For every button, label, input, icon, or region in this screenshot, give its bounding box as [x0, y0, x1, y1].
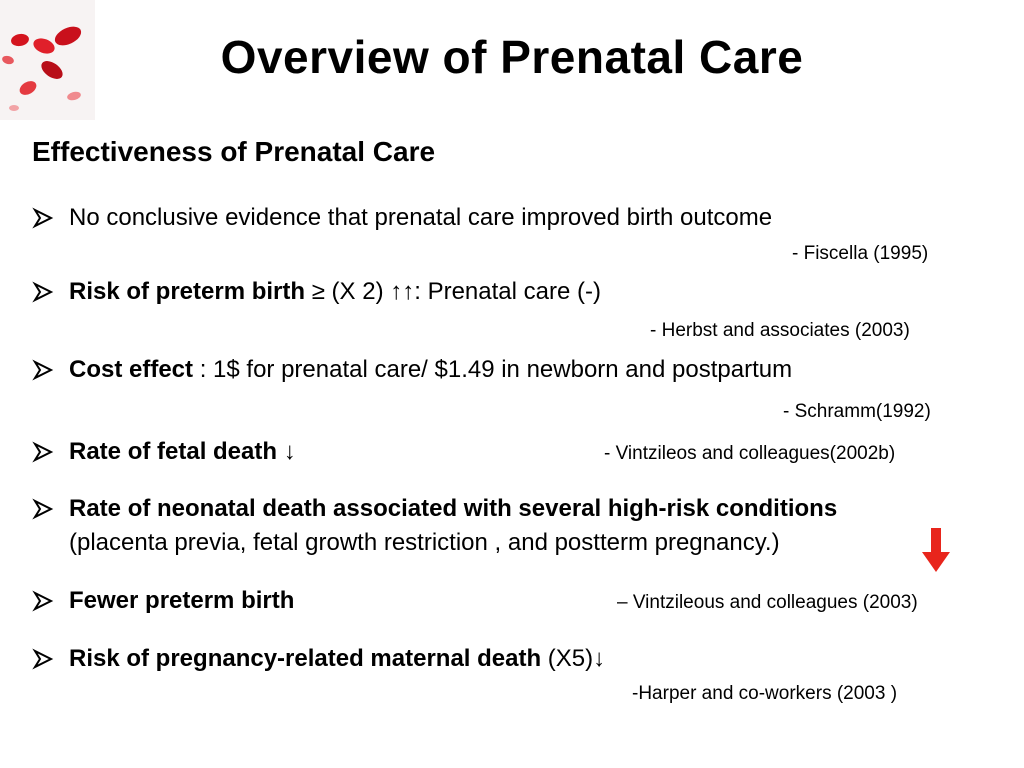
item-text: No conclusive evidence that prenatal care improved birth outcome: [69, 204, 773, 231]
bullet-item-6: [69, 586, 294, 616]
arrow-bullet-icon: [32, 359, 54, 381]
bullet-item-5: [69, 494, 837, 524]
bullet-item-7: [69, 644, 605, 674]
arrow-bullet-icon: [32, 207, 54, 229]
citation-1: - Fiscella (1995): [792, 243, 929, 264]
item-text: ≥ (X 2) ↑↑: Prenatal care (-): [305, 278, 601, 305]
citation-7: -Harper and co-workers (2003 ): [632, 683, 898, 704]
bullet-item-4: [69, 437, 296, 467]
arrow-bullet-icon: [32, 648, 54, 670]
citation-2: - Herbst and associates (2003): [650, 320, 910, 341]
item-text: ↓: [277, 438, 296, 465]
bullet-item-3: [69, 355, 792, 385]
item-bold-text: Fewer preterm birth: [69, 587, 295, 614]
slide-title: Overview of Prenatal Care: [220, 31, 804, 83]
citation-3: - Schramm(1992): [783, 401, 931, 422]
down-arrow-icon: [922, 528, 950, 572]
arrow-bullet-icon: [32, 590, 54, 612]
item-bold-text: Risk of pregnancy-related maternal death: [69, 645, 542, 672]
citation-6: – Vintzileous and colleagues (2003): [617, 592, 918, 613]
item-text: (X5)↓: [541, 645, 606, 672]
item-text: : 1$ for prenatal care/ $1.49 in newborn and postpartum: [193, 356, 793, 383]
bullet-item-1: [69, 203, 772, 233]
citation-4: - Vintzileos and colleagues(2002b): [604, 443, 896, 464]
arrow-bullet-icon: [32, 498, 54, 520]
item-bold-text: Cost effect: [69, 356, 194, 383]
arrow-bullet-icon: [32, 281, 54, 303]
slide-subtitle: Effectiveness of Prenatal Care: [32, 136, 436, 167]
item-bold-text: Risk of preterm birth: [69, 278, 306, 305]
bullet-item-2: [69, 277, 601, 307]
arrow-bullet-icon: [32, 441, 54, 463]
bullet-item-5-continuation: (placenta previa, fetal growth restriction , and postterm pregnancy.): [69, 529, 780, 556]
item-bold-text: Rate of fetal death: [69, 438, 278, 465]
item-bold-text: Rate of neonatal death associated with several high-risk conditions: [69, 495, 838, 522]
